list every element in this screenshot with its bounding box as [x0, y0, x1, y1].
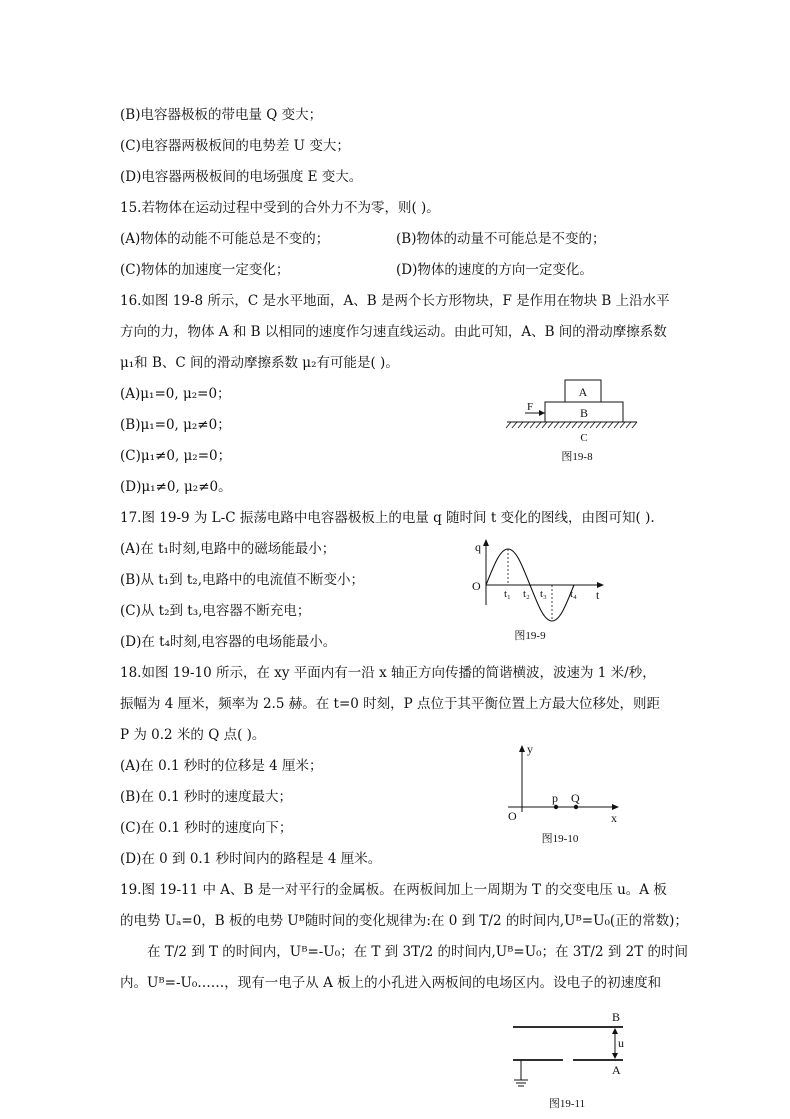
option-16d: (D)μ₁≠0, μ₂≠0。	[120, 479, 232, 495]
figure-19-9	[470, 535, 615, 647]
option-18a: (A)在 0.1 秒时的位移是 4 厘米；	[120, 758, 323, 774]
figure-19-9-caption: 图19-9	[514, 630, 546, 642]
question-19-line-3: 在 T/2 到 T 的时间内，Uᴮ=-U₀；在 T 到 3T/2 的时间内,Uᴮ=U₀；在 3T/2 到 2T 的时间	[147, 944, 689, 960]
q-axis-label: q	[475, 540, 481, 554]
t-axis-label: t	[596, 588, 600, 602]
force-label: F	[527, 401, 534, 413]
t2-label: t₂	[523, 588, 530, 600]
voltage-arrow-bottom	[612, 1053, 618, 1059]
option-17b: (B)从 t₁到 t₂,电路中的电流值不断变小；	[120, 572, 365, 588]
option-14d: (D)电容器两极板间的电场强度 E 变大。	[120, 169, 363, 185]
question-18-line-1: 18.如图 19-10 所示，在 xy 平面内有一沿 x 轴正方向传播的简谐横波，波速为 1 米/秒，	[120, 665, 656, 681]
question-16-line-1: 16.如图 19-8 所示，C 是水平地面，A、B 是两个长方形物块，F 是作用在物块 B 上沿水平	[120, 293, 670, 309]
question-18-line-2: 振幅为 4 厘米，频率为 2.5 赫。在 t=0 时刻，P 点位于其平衡位置上方最大位移处，则距	[120, 696, 661, 712]
origin-label: O	[508, 809, 517, 823]
x-axis-label: x	[611, 811, 617, 825]
option-18c: (C)在 0.1 秒时的速度向下；	[120, 820, 293, 836]
y-axis-arrow	[519, 745, 525, 752]
x-axis-arrow	[612, 804, 619, 810]
plate-b-label: B	[612, 1010, 621, 1024]
option-15b: (B)物体的动量不可能总是不变的；	[396, 231, 606, 247]
ground-label: C	[580, 432, 588, 444]
figure-19-11	[505, 1005, 635, 1115]
figure-19-10-caption: 图19-10	[541, 833, 579, 845]
question-16-line-2: 方向的力，物体 A 和 B 以相同的速度作匀速直线运动。由此可知，A、B 间的滑动摩擦系数	[120, 324, 667, 340]
question-19-line-4: 内。Uᴮ=-U₀……，现有一电子从 A 板上的小孔进入两板间的电场区内。设电子的初速度和	[120, 975, 662, 991]
t1-label: t₁	[504, 588, 511, 600]
point-p-label: p	[552, 791, 558, 805]
option-14c: (C)电容器两极板间的电势差 U 变大；	[120, 138, 350, 154]
option-18d: (D)在 0 到 0.1 秒时间内的路程是 4 厘米。	[120, 851, 382, 867]
question-19-line-1: 19.图 19-11 中 A、B 是一对平行的金属板。在两板间加上一周期为 T 的交变电压 u。A 板	[120, 882, 667, 898]
option-15a: (A)物体的动能不可能总是不变的；	[120, 231, 330, 247]
option-16b: (B)μ₁=0, μ₂≠0；	[120, 417, 231, 433]
voltage-arrow-top	[612, 1028, 618, 1034]
origin-label: O	[472, 579, 481, 593]
point-p	[554, 805, 558, 809]
figure-19-8-caption: 图19-8	[561, 451, 593, 463]
option-16c: (C)μ₁≠0, μ₂=0；	[120, 448, 232, 464]
block-b-label: B	[579, 406, 589, 420]
option-16a: (A)μ₁=0, μ₂=0；	[120, 386, 231, 402]
q-axis-arrow	[483, 539, 489, 546]
y-axis-label: y	[527, 742, 533, 756]
figure-19-11-caption: 图19-11	[548, 1098, 586, 1110]
figure-19-10	[500, 740, 630, 850]
option-17d: (D)在 t₄时刻,电容器的电场能最小。	[120, 634, 337, 650]
plate-a-label: A	[612, 1063, 621, 1077]
ground-hatch	[506, 422, 637, 428]
figure-19-8	[505, 376, 645, 468]
question-15: 15.若物体在运动过程中受到的合外力不为零，则( )。	[120, 200, 440, 216]
option-15c: (C)物体的加速度一定变化；	[120, 262, 290, 278]
option-17a: (A)在 t₁时刻,电路中的磁场能最小；	[120, 541, 336, 557]
option-14b: (B)电容器极板的带电量 Q 变大；	[120, 107, 323, 123]
question-17: 17.图 19-9 为 L-C 振荡电路中电容器极板上的电量 q 随时间 t 变化的图线，由图可知( ).	[120, 510, 655, 526]
option-18b: (B)在 0.1 秒时的速度最大；	[120, 789, 293, 805]
question-18-line-3: P 为 0.2 米的 Q 点( )。	[120, 727, 266, 743]
force-arrowhead	[539, 410, 545, 416]
point-q-label: Q	[571, 791, 580, 805]
option-17c: (C)从 t₂到 t₃,电容器不断充电；	[120, 603, 311, 619]
block-a-label: A	[578, 385, 588, 399]
question-16-line-3: μ₁和 B、C 间的滑动摩擦系数 μ₂有可能是( )。	[120, 355, 399, 371]
question-19-line-2: 的电势 Uₐ=0，B 板的电势 Uᴮ随时间的变化规律为:在 0 到 T/2 的时间内,Uᴮ=U₀(正的常数)；	[120, 913, 688, 929]
t4-label: t₄	[570, 588, 577, 600]
voltage-label: u	[618, 1036, 624, 1050]
point-q	[574, 805, 578, 809]
option-15d: (D)物体的速度的方向一定变化。	[396, 262, 593, 278]
t3-label: t₃	[540, 588, 547, 600]
